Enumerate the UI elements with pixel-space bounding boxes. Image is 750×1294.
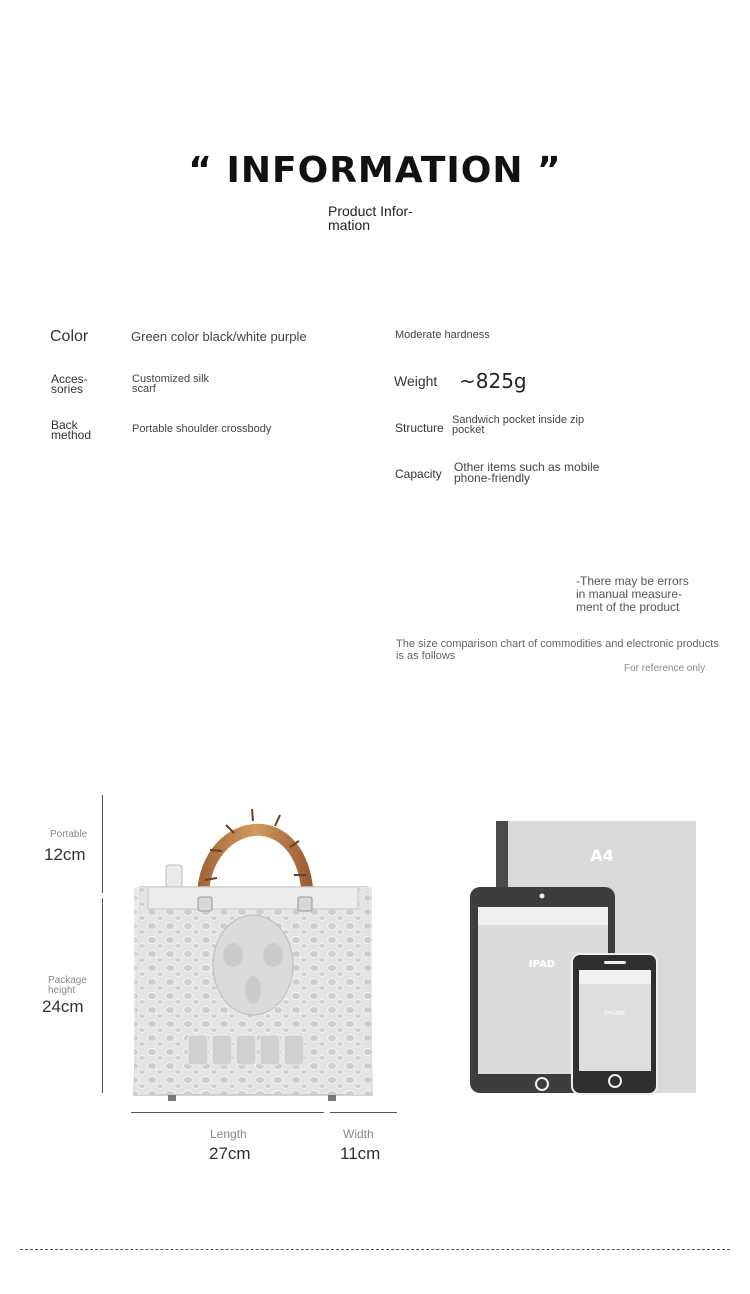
subtitle-line-1: Product Infor- [328, 203, 413, 219]
back-method-value: Portable shoulder crossbody [132, 423, 272, 435]
back-method-label-line-1: Back [51, 418, 78, 432]
a4-label: A4 [590, 846, 614, 865]
structure-value [452, 415, 584, 435]
back-method-label [51, 420, 91, 440]
height-label-line-1: Package [48, 975, 87, 986]
page-title: “ INFORMATION ” [188, 150, 562, 191]
back-method-label-line-2: method [51, 428, 92, 442]
portable-dimension-line [102, 795, 103, 893]
capacity-value [454, 462, 599, 484]
portable-value: 12cm [44, 845, 86, 864]
hardness-value: Moderate hardness [395, 329, 490, 341]
height-label [48, 976, 87, 996]
accessories-value-line-2: scarf [132, 383, 156, 395]
comparison-note [396, 638, 736, 662]
color-label: Color [50, 328, 89, 345]
height-label-line-2: height [48, 985, 76, 996]
length-label: Length [210, 1127, 247, 1141]
error-note [576, 575, 689, 614]
length-value: 27cm [209, 1144, 251, 1163]
accessories-label-line-1: Acces- [51, 372, 88, 386]
error-note-line-2: in manual measure- [576, 587, 683, 601]
height-value: 24cm [42, 997, 84, 1016]
comparison-note-line-1: The size comparison chart of commodities and electronic products [396, 638, 719, 650]
accessories-label-line-2: sories [51, 382, 84, 396]
width-label: Width [343, 1127, 374, 1141]
iphone-label: IPHONE [603, 1010, 627, 1017]
handbag-image [128, 795, 378, 1110]
error-note-line-1: -There may be errors [576, 574, 689, 588]
capacity-label: Capacity [395, 467, 442, 481]
ipad-label: IPAD [528, 959, 556, 970]
weight-label: Weight [394, 373, 438, 389]
height-dimension-line [102, 898, 103, 1093]
page-subtitle [328, 204, 438, 232]
structure-value-line-1: Sandwich pocket inside zip [452, 414, 585, 426]
accessories-value-line-1: Customized silk [132, 373, 210, 385]
bottom-divider [20, 1249, 730, 1250]
device-comparison-image [468, 819, 700, 1096]
length-dimension-line [131, 1112, 324, 1113]
structure-label: Structure [395, 421, 444, 435]
accessories-label [51, 374, 88, 394]
color-value: Green color black/white purple [131, 329, 307, 344]
capacity-value-line-1: Other items such as mobile [454, 460, 600, 474]
portable-label: Portable [50, 829, 88, 840]
comparison-note-line-2: is as follows [396, 650, 456, 662]
subtitle-line-2: mation [328, 217, 371, 233]
width-dimension-line [330, 1112, 397, 1113]
error-note-line-3: ment of the product [576, 600, 680, 614]
accessories-value [132, 374, 209, 394]
capacity-value-line-2: phone-friendly [454, 471, 531, 485]
width-value: 11cm [340, 1144, 381, 1163]
weight-value: ~825g [459, 369, 527, 393]
structure-value-line-2: pocket [452, 424, 485, 436]
reference-note: For reference only [624, 663, 706, 674]
